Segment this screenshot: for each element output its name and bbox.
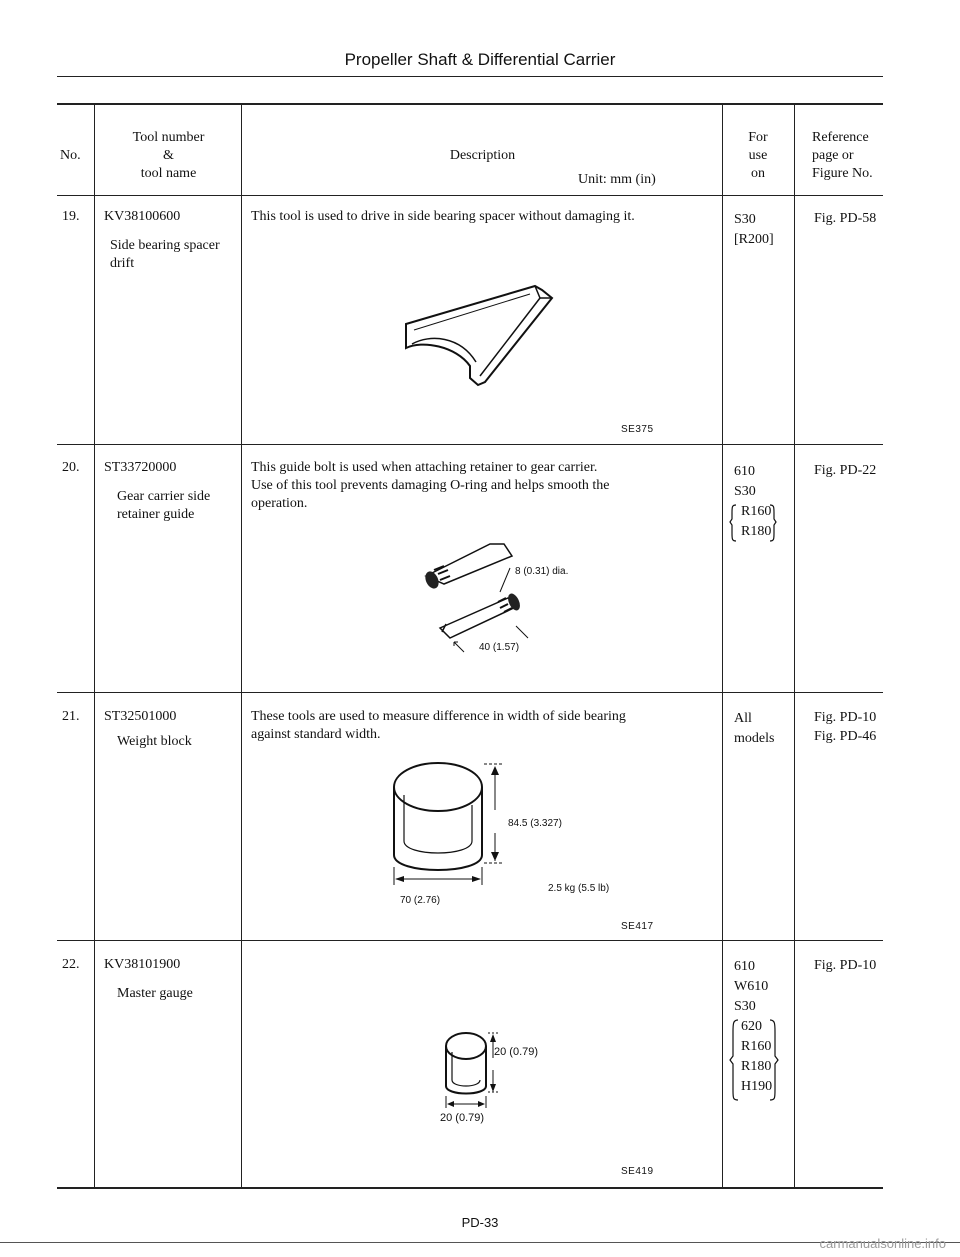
description: This guide bolt is used when attaching retainer to gear carrier. — [251, 460, 598, 475]
table-header-rule — [57, 195, 883, 196]
page-number: PD-33 — [461, 1215, 499, 1230]
dimension-label: 20 (0.79) — [494, 1046, 539, 1058]
tool-number: ST33720000 — [104, 460, 177, 475]
column-divider — [794, 103, 795, 1188]
reference: Fig. PD-10 — [814, 958, 877, 973]
figure-label: SE419 — [621, 1166, 654, 1177]
header-rule — [57, 76, 883, 77]
tool-name: Gear carrier side — [117, 489, 211, 504]
tool-name: Side bearing spacer — [110, 238, 220, 253]
dimension-label: 70 (2.76) — [400, 895, 441, 906]
row-number: 21. — [62, 709, 80, 724]
model-bracket — [730, 503, 780, 543]
dimension-label: 84.5 (3.327) — [508, 818, 562, 829]
row-divider — [57, 692, 883, 693]
row-divider — [57, 940, 883, 941]
column-divider — [241, 103, 242, 1188]
column-divider — [94, 103, 95, 1188]
tool-number: KV38100600 — [104, 209, 181, 224]
col-header-no: No. — [60, 148, 81, 163]
figure-label: SE417 — [621, 921, 654, 932]
footer-rule — [0, 1242, 960, 1243]
unit-note: Unit: mm (in) — [578, 172, 656, 187]
master-gauge-illustration — [444, 1030, 504, 1110]
description: These tools are used to measure difference in width of side bearing — [251, 709, 626, 724]
tool-name: Weight block — [117, 734, 192, 749]
page-title: Propeller Shaft & Differential Carrier — [344, 50, 616, 69]
column-divider — [722, 103, 723, 1188]
table-bottom-rule — [57, 1187, 883, 1189]
description: This tool is used to drive in side bearing spacer without damaging it. — [251, 209, 635, 224]
model-bracket — [730, 1018, 780, 1102]
for-use-list: 610 S30 R160 R180 — [734, 464, 772, 539]
description: operation. — [251, 496, 308, 511]
row-number: 19. — [62, 209, 80, 224]
reference: Fig. PD-10 — [814, 710, 877, 725]
reference: Fig. PD-22 — [814, 463, 877, 478]
dimension-label: 8 (0.31) dia. — [515, 566, 569, 577]
description: against standard width. — [251, 727, 381, 742]
dimension-label: 40 (1.57) — [479, 642, 520, 653]
description: Use of this tool prevents damaging O-ring and helps smooth the — [251, 478, 610, 493]
tool-name: Master gauge — [117, 986, 193, 1001]
row-number: 22. — [62, 957, 80, 972]
for-use-list: S30 [R200] — [734, 212, 774, 247]
row-number: 20. — [62, 460, 80, 475]
reference: Fig. PD-58 — [814, 211, 877, 226]
watermark: carmanualsonline.info — [819, 1236, 946, 1251]
row-divider — [57, 444, 883, 445]
tool-name: drift — [110, 256, 135, 271]
tool-name: retainer guide — [117, 507, 195, 522]
reference: Fig. PD-46 — [814, 729, 877, 744]
table-top-rule — [57, 103, 883, 105]
dimension-label: 2.5 kg (5.5 lb) — [548, 883, 610, 894]
spacer-drift-illustration — [390, 278, 580, 388]
dimension-label: 20 (0.79) — [440, 1112, 485, 1124]
tool-number: KV38101900 — [104, 957, 181, 972]
figure-label: SE375 — [621, 424, 654, 435]
col-header-description: Description — [449, 148, 516, 163]
for-use-list: All models — [734, 711, 775, 746]
tool-number: ST32501000 — [104, 709, 177, 724]
for-use-list: 610 W610 S30 620 R160 R180 H190 — [734, 959, 773, 1094]
